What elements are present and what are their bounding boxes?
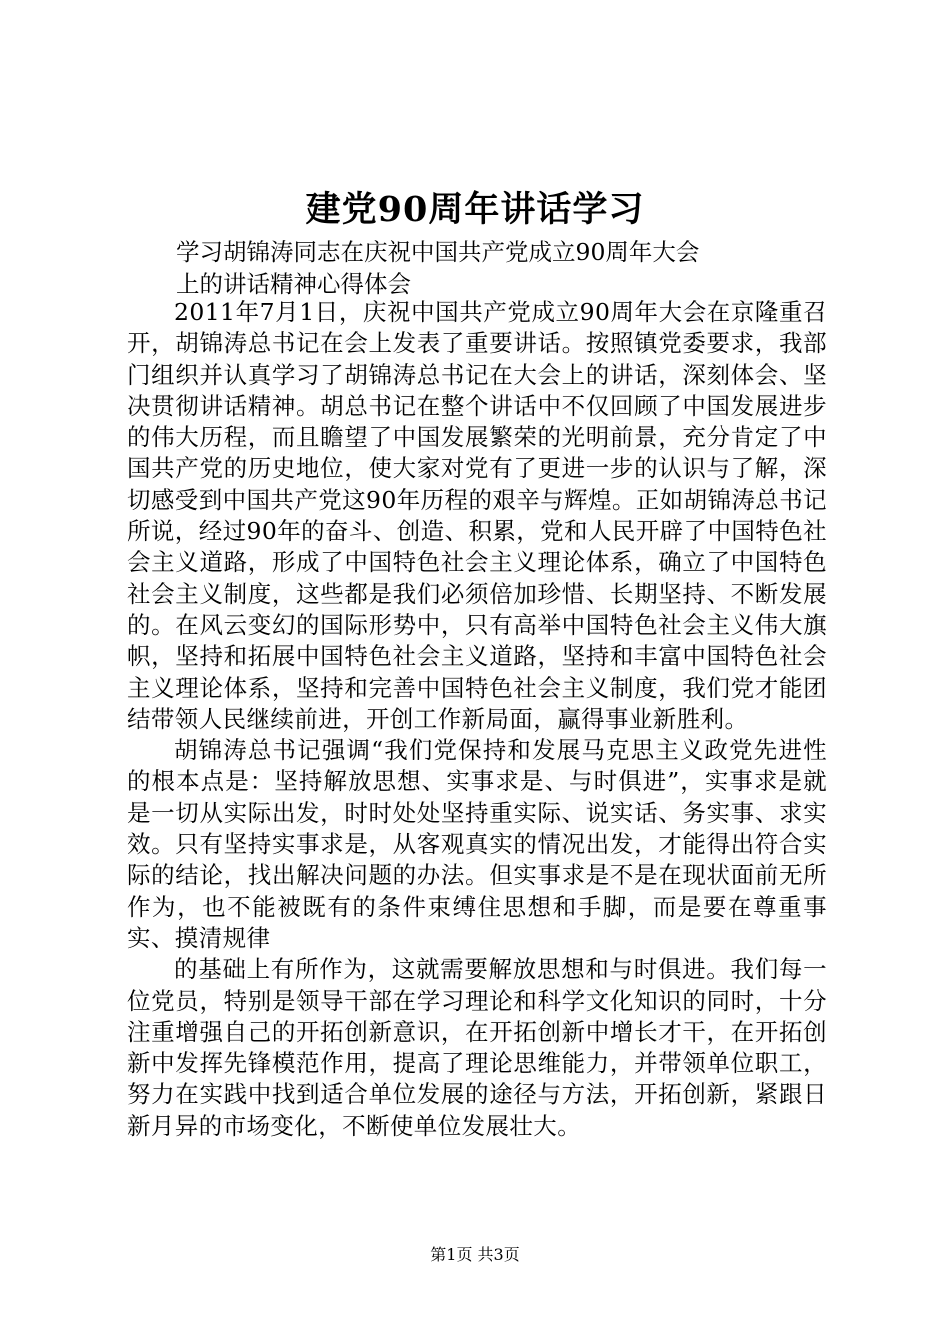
document-body [127,297,827,1142]
subtitle-line-2: 上的讲话精神心得体会 [176,270,411,298]
page-footer: 第1页 共3页 [430,1245,520,1264]
paragraph-2: 胡锦涛总书记强调“我们党保持和发展马克思主义政党先进性的根本点是：坚持解放思想、实事求是、与时俱进”，实事求是就是一切从实际出发，时时处处坚持重实际、说实话、务实事、求实效。只有坚持实事求是，从客观真实的情况出发，才能得出符合实际的结论，找出解决问题的办法。但实事求是不是在现状面前无所作为，也不能被既有的条件束缚住思想和手脚，而是要在尊重事实、摸清规律 [127,736,827,952]
paragraph-3: 的基础上有所作为，这就需要解放思想和与时俱进。我们每一位党员，特别是领导干部在学习理论和科学文化知识的同时，十分注重增强自己的开拓创新意识，在开拓创新中增长才干，在开拓创新中发挥先锋模范作用，提高了理论思维能力，并带领单位职工，努力在实践中找到适合单位发展的途径与方法，开拓创新，紧跟日新月异的市场变化，不断使单位发展壮大。 [127,955,827,1140]
subtitle-line-1: 学习胡锦涛同志在庆祝中国共产党成立90周年大会 [176,238,700,266]
document-subtitle [176,236,699,300]
document-title: 建党90周年讲话学习 [305,189,645,230]
paragraph-1: 2011年7月1日，庆祝中国共产党成立90周年大会在京隆重召开，胡锦涛总书记在会上发表了重要讲话。按照镇党委要求，我部门组织并认真学习了胡锦涛总书记在大会上的讲话，深刻体会、坚决贯彻讲话精神。胡总书记在整个讲话中不仅回顾了中国发展进步的伟大历程，而且瞻望了中国发展繁荣的光明前景，充分肯定了中国共产党的历史地位，使大家对党有了更进一步的认识与了解，深切感受到中国共产党这90年历程的艰辛与辉煌。正如胡锦涛总书记所说，经过90年的奋斗、创造、积累，党和人民开辟了中国特色社会主义道路，形成了中国特色社会主义理论体系，确立了中国特色社会主义制度，这些都是我们必须倍加珍惜、长期坚持、不断发展的。在风云变幻的国际形势中，只有高举中国特色社会主义伟大旗帜，坚持和拓展中国特色社会主义道路，坚持和丰富中国特色社会主义理论体系，坚持和完善中国特色社会主义制度，我们党才能团结带领人民继续前进，开创工作新局面，赢得事业新胜利。 [127,298,827,733]
